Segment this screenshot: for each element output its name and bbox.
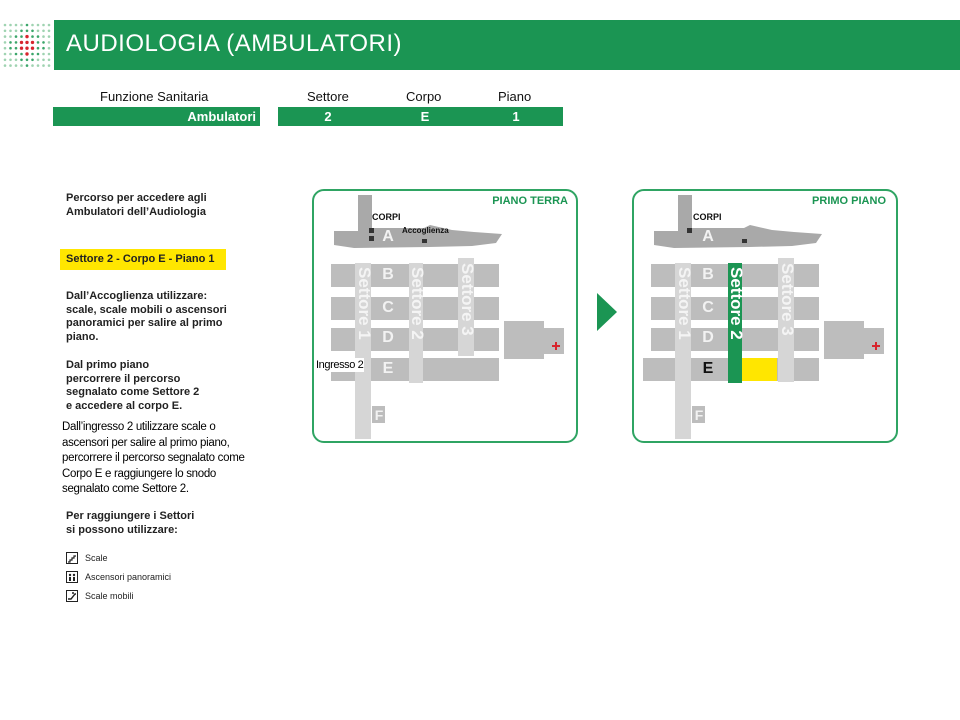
legend-label-scale-mobili: Scale mobili [85,591,134,601]
escalator-marker [422,239,427,243]
header-funzione: Funzione Sanitaria [100,89,209,104]
para1-line-1: Dall’Accoglienza utilizzare: [66,290,208,302]
corpo-a-letter: A [382,228,394,245]
red-cross-icon-2 [872,337,880,345]
sectors-intro-line-1: Per raggiungere i Settori [66,510,195,522]
note-line-2: ascensori per salire al primo piano, [62,436,230,449]
corpo-d-letter: D [382,329,394,346]
corpo-d-letter-2: D [702,329,714,346]
intro-text [66,192,207,219]
para1-line-3-text: panoramici per salire al [66,317,192,329]
para2-line-3-bold: Settore 2 [152,386,200,398]
cell-corpo: E [420,109,430,124]
corpi-label-2: CORPI [693,212,722,222]
para2-line-2: percorrere il percorso [66,372,181,385]
header-settore: Settore [307,89,349,104]
settore-1-label: Settore 1 [355,267,374,340]
hospital-logo [2,22,52,70]
destination-highlight [742,358,777,381]
para1-line-2: scale, scale mobili o ascensori [66,303,227,316]
para2-line-4-text: e accedere al [66,399,139,412]
legend-item-scale [66,551,108,565]
para1-line-3 [66,317,227,331]
corpo-b-letter-2: B [702,266,714,283]
instructions-paragraph-2 [66,359,199,413]
arrow-right-icon [597,293,617,336]
cell-settore: 2 [324,109,332,124]
para2-line-1: Dal primo piano [66,359,150,371]
elevator-icon [66,571,78,583]
building-a-shape-2 [654,195,824,253]
settore-3-label-2: Settore 3 [778,263,797,336]
note-line-5: segnalato come Settore 2. [62,483,189,495]
para2-line-3-text: segnalato come [66,386,153,398]
instructions-paragraph-1 [66,290,227,344]
east-wing [504,321,544,359]
map-piano-terra [312,189,578,443]
corpi-label: CORPI [372,212,401,222]
settore-1-label-2: Settore 1 [675,267,694,340]
para2-line-4-bold: corpo E [138,399,180,412]
legend-label-ascensori: Ascensori panoramici [85,572,172,582]
escalator-icon [66,590,78,602]
note-line-3: percorrere il percorso segnalato come [62,452,245,464]
stairs-icon [66,552,78,564]
note-line-4: Corpo E e raggiungere lo snodo [62,467,217,480]
corpo-b-letter: B [382,266,394,283]
intro-line-1: Percorso per accedere agli [66,192,207,204]
legend-item-scale-mobili [66,589,134,603]
corpo-c-letter-2: C [702,299,714,316]
ingresso-2-note [62,420,245,498]
accoglienza-label: Accoglienza [402,226,449,235]
para1-line-4: piano. [66,330,99,343]
para1-line-3-bold: primo [191,317,223,329]
corpo-e-letter: E [382,360,394,377]
sectors-intro [66,510,194,537]
ingresso-2-label: Ingresso 2 [316,359,364,371]
para2-line-4-end: . [179,399,183,412]
corpo-a-letter-2: A [702,228,714,245]
settore-2-label: Settore 2 [408,267,427,340]
cell-piano: 1 [512,109,520,124]
sectors-intro-line-2: si possono utilizzare: [66,523,178,536]
stairs-marker [369,228,374,233]
map-primo-piano [632,189,898,443]
corpo-f-letter-2: F [694,407,704,423]
red-cross-icon [552,337,560,345]
intro-line-2: Ambulatori dell’Audiologia [66,205,206,218]
legend-label-scale: Scale [85,553,108,563]
stairs-marker-2 [687,228,692,233]
settore-3-label: Settore 3 [458,263,477,336]
east-wing-2 [824,321,864,359]
building-a-shape [334,195,504,253]
legend-item-ascensori [66,570,171,584]
corpo-f-letter: F [374,407,384,423]
settore-2-label-2: Settore 2 [727,267,746,340]
para2-line-3 [66,386,199,400]
para2-line-4 [66,400,199,414]
route-badge: Settore 2 - Corpo E - Piano 1 [60,249,226,270]
page-title: AUDIOLOGIA (AMBULATORI) [66,30,403,57]
note-line-1: Dall’ingresso 2 utilizzare scale o [62,421,216,433]
corpo-e-letter-2: E [702,360,714,377]
header-piano: Piano [498,89,532,104]
map-title-primo-piano: PRIMO PIANO [812,195,886,207]
map-title-piano-terra: PIANO TERRA [492,195,568,207]
corpo-c-letter: C [382,299,394,316]
header-corpo: Corpo [406,89,442,104]
cell-funzione: Ambulatori [53,107,260,126]
escalator-marker-2 [742,239,747,243]
elevator-marker [369,236,374,241]
